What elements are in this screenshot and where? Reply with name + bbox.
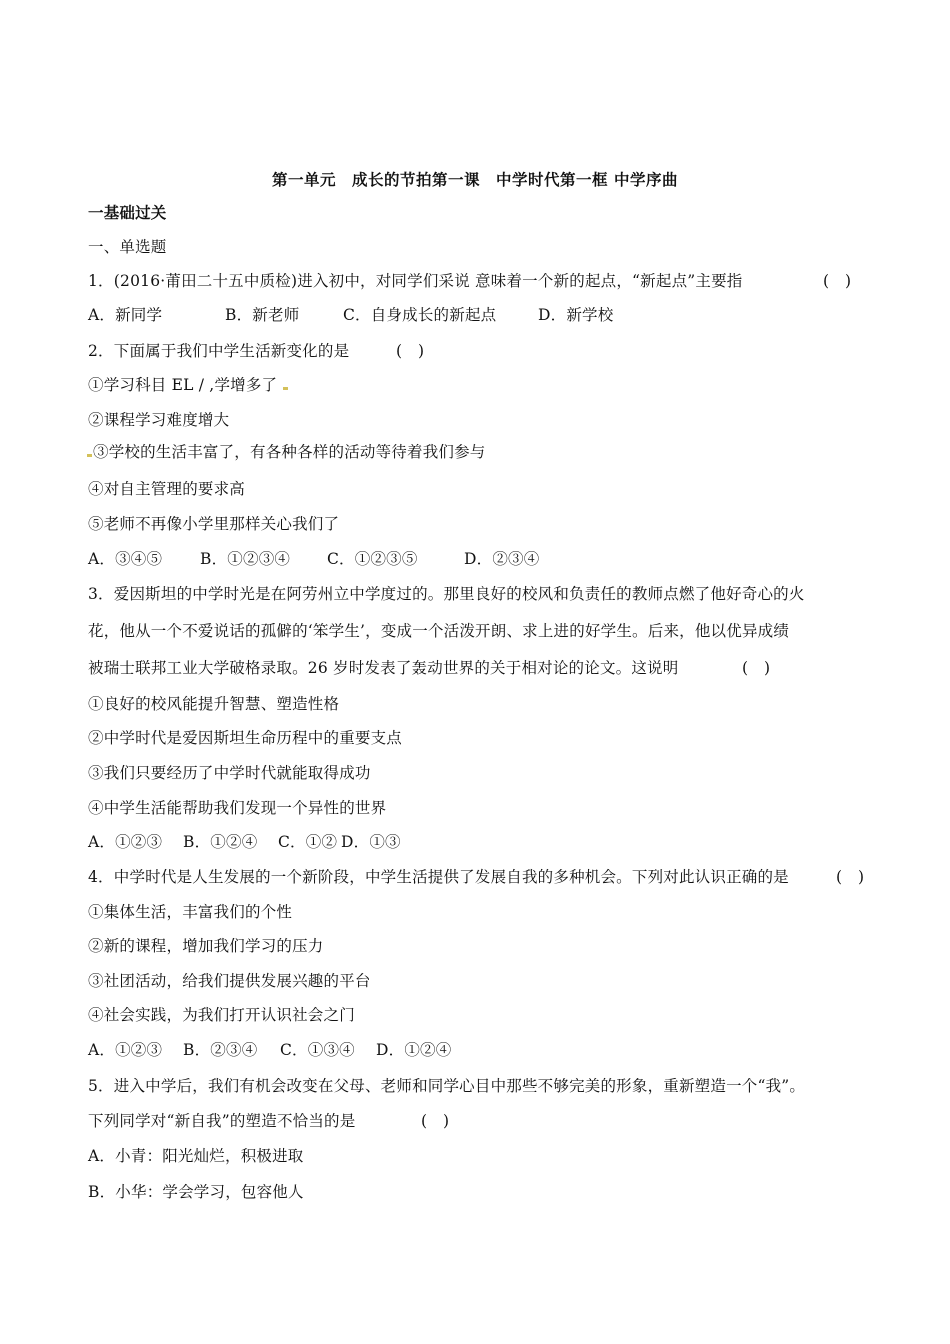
- answer-paren: ( ): [421, 1112, 450, 1130]
- highlight-mark: [283, 387, 288, 390]
- question-3-stem-line-1: [88, 584, 805, 604]
- statement-3: ③我们只要经历了中学时代就能取得成功: [88, 764, 371, 782]
- option-a: A．小青：阳光灿烂，积极进取: [88, 1147, 304, 1165]
- question-text: 下面属于我们中学生活新变化的是: [113, 342, 350, 360]
- option-a: A．③④⑤: [88, 550, 163, 568]
- statement-2: ②中学时代是爱因斯坦生命历程中的重要支点: [88, 729, 403, 747]
- question-3-stem-line-3: 被瑞士联邦工业大学破格录取。26 岁时发表了轰动世界的关于相对论的论文。这说明: [88, 659, 679, 677]
- option-d: D．②③④: [464, 550, 540, 568]
- option-c: C．自身成长的新起点: [343, 306, 497, 324]
- option-b: B．①②③④: [200, 550, 291, 568]
- question-2-stem: [88, 341, 349, 361]
- option-a: A．①②③: [88, 1041, 163, 1059]
- question-4-options: [88, 1040, 451, 1060]
- question-number: 1．: [88, 272, 114, 290]
- question-text: 爱因斯坦的中学时光是在阿劳州立中学度过的。那里良好的校风和负责任的教师点燃了他好奇心的火: [113, 585, 805, 603]
- option-c: C．①②③⑤: [327, 550, 418, 568]
- option-b: B．小华：学会学习，包容他人: [88, 1183, 304, 1201]
- subsection-heading: 一、单选题: [88, 238, 167, 256]
- statement-1: ①良好的校风能提升智慧、塑造性格: [88, 695, 340, 713]
- question-1-options: [88, 305, 613, 325]
- statement-1: [88, 375, 289, 395]
- statement-3: ③社团活动，给我们提供发展兴趣的平台: [88, 972, 371, 990]
- document-title: 第一单元 成长的节拍第一课 中学时代第一框 中学序曲: [272, 171, 678, 189]
- statement-2: ②新的课程，增加我们学习的压力: [88, 937, 324, 955]
- option-b: B．新老师: [225, 306, 300, 324]
- question-number: 2．: [88, 342, 114, 360]
- question-3-stem-line-2: 花，他从一个不爱说话的孤僻的‘笨学生’，变成一个活泼开朗、求上进的好学生。后来，他以优异成绩: [88, 622, 790, 640]
- answer-paren: ( ): [823, 272, 852, 290]
- option-b: B．①②④: [183, 833, 258, 851]
- question-5-stem-line-2: 下列同学对“新自我”的塑造不恰当的是: [88, 1112, 356, 1130]
- statement-4: ④中学生活能帮助我们发现一个异性的世界: [88, 799, 387, 817]
- answer-paren: ( ): [396, 342, 425, 360]
- option-d: D．①②④: [376, 1041, 452, 1059]
- statement-4: ④社会实践，为我们打开认识社会之门: [88, 1006, 355, 1024]
- option-c: C．①③④: [280, 1041, 355, 1059]
- statement-text: ①学习科目 EL / ,学增多了: [88, 376, 278, 394]
- statement-3: [86, 442, 486, 462]
- question-3-options: [88, 832, 401, 852]
- question-number: 4．: [88, 868, 114, 886]
- statement-text: ③学校的生活丰富了，有各种各样的活动等待着我们参与: [93, 443, 486, 461]
- statement-5: ⑤老师不再像小学里那样关心我们了: [88, 515, 340, 533]
- question-2-options: [88, 549, 539, 569]
- question-5-stem-line-1: [88, 1076, 805, 1096]
- question-4-stem: [88, 867, 789, 887]
- option-a: A．新同学: [88, 306, 163, 324]
- statement-2: ②课程学习难度增大: [88, 411, 230, 429]
- option-d: D．新学校: [538, 306, 614, 324]
- option-b: B．②③④: [183, 1041, 258, 1059]
- question-number: 3．: [88, 585, 114, 603]
- answer-paren: ( ): [836, 868, 865, 886]
- statement-1: ①集体生活，丰富我们的个性: [88, 903, 293, 921]
- option-a: A．①②③: [88, 833, 163, 851]
- section-heading: 一基础过关: [88, 204, 167, 222]
- question-text: (2016·莆田二十五中质检)进入初中，对同学们采说 意味着一个新的起点，“新起点”主要指: [113, 272, 743, 290]
- answer-paren: ( ): [742, 659, 771, 677]
- question-number: 5．: [88, 1077, 114, 1095]
- question-text: 中学时代是人生发展的一个新阶段，中学生活提供了发展自我的多种机会。下列对此认识正确的是: [113, 868, 789, 886]
- option-c: C．①②: [278, 833, 338, 851]
- question-1-stem: [88, 271, 743, 291]
- statement-4: ④对自主管理的要求高: [88, 480, 246, 498]
- option-d: D．①③: [341, 833, 401, 851]
- highlight-mark: [87, 454, 92, 457]
- question-text: 进入中学后，我们有机会改变在父母、老师和同学心目中那些不够完美的形象，重新塑造一个“我”。: [113, 1077, 806, 1095]
